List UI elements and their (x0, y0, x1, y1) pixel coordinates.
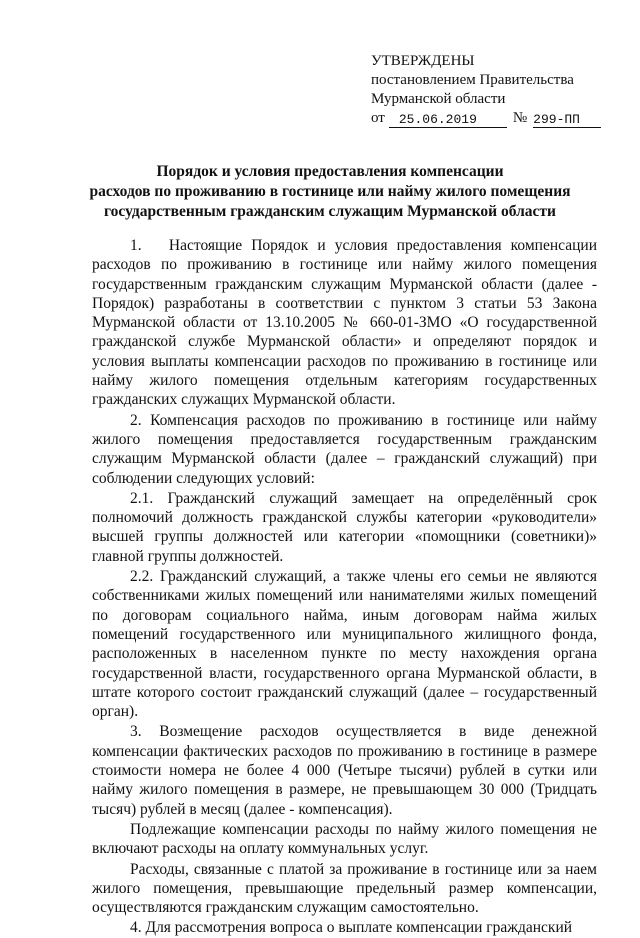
paragraph-2-1: 2.1. Гражданский служащий замещает на определённый срок полномочий должность гражданской службы категории «руководители» высшей группы должностей или категории «помощники (советники)» главной группы должностей. (92, 489, 597, 565)
title-line-1: Порядок и условия предоставления компенсации (156, 163, 504, 180)
document-title (60, 162, 600, 222)
document-body (92, 236, 597, 938)
approval-issuer-line: постановлением Правительства (371, 72, 574, 88)
paragraph-4: 4. Для рассмотрения вопроса о выплате компенсации гражданский (130, 919, 573, 937)
paragraph-2: 2. Компенсация расходов по проживанию в гостинице или найму жилого помещения предоставляется государственным гражданским служащим Мурманской области (далее – гражданский служащий) при соблюдении следующих условий: (92, 411, 597, 487)
approval-date: 25.06.2019 (389, 112, 507, 128)
paragraph-2-2: 2.2. Гражданский служащий, а также члены его семьи не являются собственниками жилых помещений или нанимателями жилых помещений по договорам социального найма, иным договорам найма жилых помещений государственного или муниципального жилищного фонда, расположенных в населенном пункте по месту нахождения органа государственной власти, государственного органа Мурманской области, в штате которого состоит гражданский служащий (далее – государственный орган). (92, 568, 597, 721)
approval-date-row (371, 109, 611, 128)
approval-number: 299-ПП (533, 112, 601, 128)
paragraph-3: 3. Возмещение расходов осуществляется в виде денежной компенсации фактических расходов по проживанию в гостинице в размере стоимости номера не более 4 000 (Четыре тысячи) рублей в сутки или найму жилого помещения в размере, не превышающем 30 000 (Тридцать тысяч) рублей в месяц (далее - компенсация). (92, 723, 597, 818)
paragraph-1: 1. Настоящие Порядок и условия предоставления компенсации расходов по проживанию в гостинице или найму жилого помещения государственным гражданским служащим Мурманской области (далее - Порядок) разработаны в соответствии с пунктом 3 статьи 53 Закона Мурманской области от 13.10.2005 № 660-01-ЗМО «О государственной гражданской службе Мурманской области» и определяют порядок и условия выплаты компенсации расходов по проживанию в гостинице или найму жилого помещения отдельным категориям государственных гражданских служащих Мурманской области. (92, 237, 597, 409)
date-prefix: от (371, 110, 385, 126)
approval-region-line: Мурманской области (371, 91, 506, 107)
approval-heading: УТВЕРЖДЕНЫ (371, 53, 475, 69)
paragraph-3-expenses: Расходы, связанные с платой за проживание в гостинице или за наем жилого помещения, превышающие предельный размер компенсации, осуществляются гражданским служащим самостоятельно. (92, 860, 597, 917)
number-prefix: № (512, 110, 528, 126)
title-line-2: расходов по проживанию в гостинице или найму жилого помещения (89, 183, 571, 200)
approval-stamp (371, 52, 611, 128)
paragraph-3-note: Подлежащие компенсации расходы по найму жилого помещения не включают расходы на оплату коммунальных услуг. (92, 820, 597, 858)
title-line-3: государственным гражданским служащим Мурманской области (104, 203, 556, 220)
